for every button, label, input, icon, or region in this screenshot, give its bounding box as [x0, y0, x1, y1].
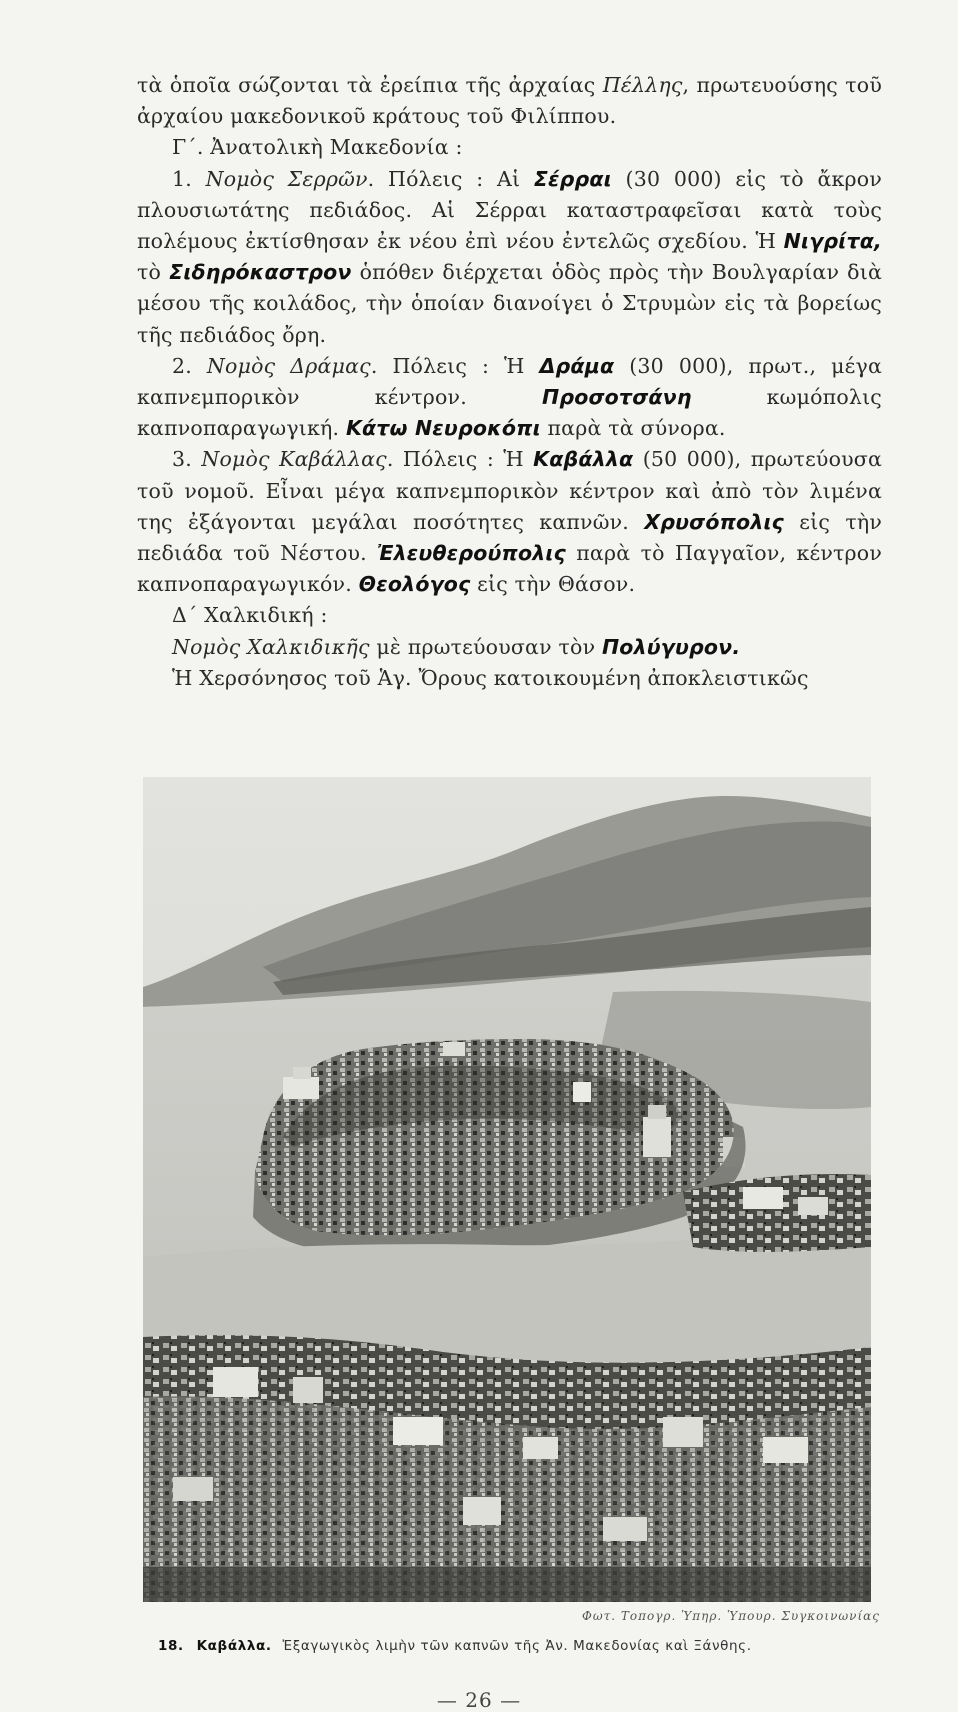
bold-place-name: Νιγρίτα, — [783, 229, 882, 254]
paragraph — [137, 132, 882, 163]
photo-credit: Φωτ. Τοπογρ. Ὑπηρ. Ὑπουρ. Συγκοινωνίας — [581, 1609, 880, 1623]
italic-term: Νομὸς Δράμας — [206, 353, 371, 378]
text-run: κωμόπολις καπνοπαραγωγική. — [137, 385, 882, 441]
italic-term: Πέλλης — [602, 73, 683, 97]
text-run: ὁπόθεν διέρχεται ὁδὸς πρὸς τὴν Βουλγαρίαν διὰ μέσου τῆς κοιλάδος, τὴν ὁποίαν διανοίγει ὁ Στρυμὼν εἰς τὰ βορείως τῆς πεδιάδος ὄρη. — [137, 260, 882, 347]
kavala-harbor-image — [143, 777, 871, 1602]
figure-place: Καβάλλα. — [196, 1638, 272, 1654]
italic-term: Νομὸς Καβάλλας — [201, 447, 387, 472]
text-run: . Πόλεις : Ἡ — [370, 353, 540, 378]
text-run: παρὰ τὰ σύνορα. — [540, 416, 726, 441]
paragraph — [137, 70, 882, 132]
bold-place-name: Σέρραι — [533, 166, 612, 191]
italic-term: Νομὸς Χαλκιδικῆς — [172, 634, 370, 659]
bold-place-name: Κάτω Νευροκόπι — [345, 416, 541, 441]
paragraph — [137, 600, 882, 631]
text-run: Γ΄. Ἀνατολικὴ Μακεδονία : — [172, 135, 463, 160]
paragraph — [137, 351, 882, 445]
figure-caption-text: Ἐξαγωγικὸς λιμὴν τῶν καπνῶν τῆς Ἀν. Μακεδονίας καὶ Ξάνθης. — [282, 1638, 752, 1654]
text-run: , πρωτευούσης τοῦ ἀρχαίου μακεδονικοῦ κράτους τοῦ Φιλίππου. — [137, 73, 882, 129]
text-run: 3. — [172, 447, 202, 472]
bold-place-name: Πολύγυρον. — [601, 634, 741, 659]
bold-place-name: Δράμα — [539, 353, 615, 378]
bold-place-name: Θεολόγος — [358, 572, 471, 597]
text-run: μὲ πρωτεύουσαν τὸν — [369, 634, 602, 659]
paragraph — [137, 164, 882, 351]
paragraph — [137, 444, 882, 600]
page-number: — 26 — — [436, 1688, 522, 1712]
text-run: τὰ ὁποῖα σώζονται τὰ ἐρείπια τῆς ἀρχαίας — [137, 73, 603, 97]
text-run: Δ΄ Χαλκιδική : — [172, 603, 328, 628]
bold-place-name: Σιδηρόκαστρον — [169, 260, 352, 285]
body-text — [137, 70, 882, 694]
text-run: . Πόλεις : Αἱ — [367, 166, 534, 191]
paragraph — [137, 663, 882, 694]
bold-place-name: Καβάλλα — [533, 447, 634, 472]
text-run: 1. — [172, 166, 206, 191]
text-run: Ἡ Χερσόνησος τοῦ Ἁγ. Ὄρους κατοικουμένη ἀποκλειστικῶς — [172, 665, 809, 690]
figure-number: 18. — [158, 1638, 184, 1654]
bold-place-name: Χρυσόπολις — [644, 509, 785, 534]
text-run: τὸ — [137, 260, 170, 285]
text-run: (30 000) εἰς τὸ ἄκρον πλουσιωτάτης πεδιάδος. Αἱ Σέρραι καταστραφεῖσαι κατὰ τοὺς πολέμους ἐκτίσθησαν ἐκ νέου ἐπὶ νέου ἐντελῶς σχεδίου. Ἡ — [137, 166, 883, 254]
italic-term: Νομὸς Σερρῶν — [205, 166, 368, 191]
bold-place-name: Ἐλευθερούπολις — [377, 541, 566, 566]
text-run: εἰς τὴν Θάσον. — [470, 572, 636, 597]
text-run: παρὰ τὸ Παγγαῖον, κέντρον καπνοπαραγωγικόν. — [137, 541, 882, 597]
text-run: 2. — [172, 353, 207, 378]
paragraph — [137, 632, 882, 663]
text-run: εἰς τὴν πεδιάδα τοῦ Νέστου. — [137, 509, 882, 566]
bold-place-name: Προσοτσάνη — [541, 385, 692, 410]
text-run: (50 000), πρωτεύουσα τοῦ νομοῦ. Εἶναι μέγα καπνεμπορικὸν κέντρον καὶ ἀπὸ τὸν λιμένα της ἐξάγονται μεγάλαι ποσότητες καπνῶν. — [137, 447, 883, 534]
photograph-kavala — [143, 777, 871, 1602]
figure-caption — [158, 1638, 893, 1654]
text-run: (30 000), πρωτ., μέγα καπνεμπορικὸν κέντρον. — [137, 353, 882, 410]
text-run: . Πόλεις : Ἡ — [386, 447, 534, 472]
